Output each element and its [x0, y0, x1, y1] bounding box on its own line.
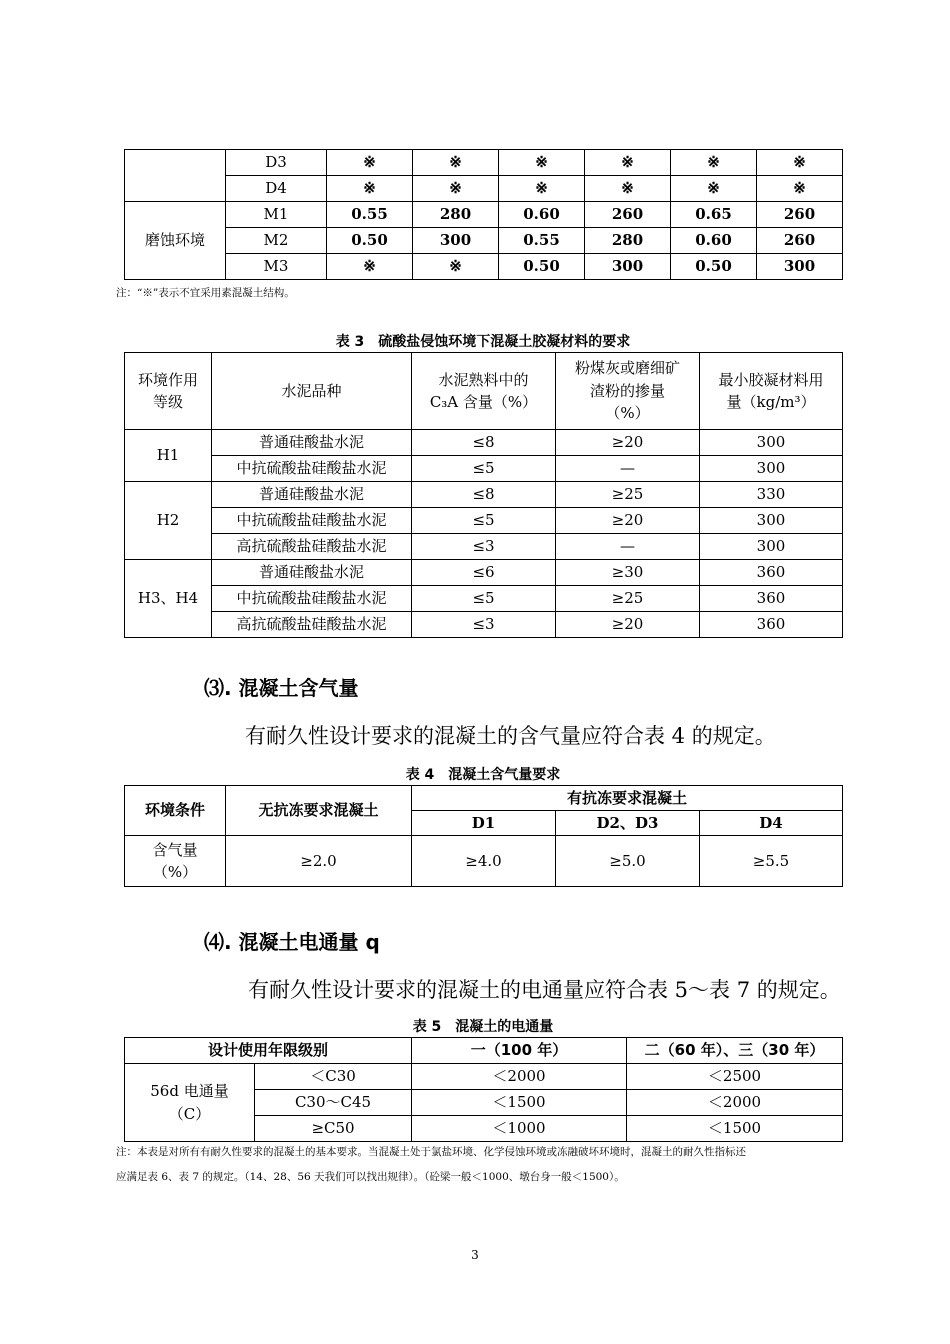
cell: 360 — [700, 586, 843, 612]
cell: ≤3 — [412, 534, 556, 560]
cell: 260 — [585, 202, 671, 228]
cell: 300 — [585, 254, 671, 280]
table3 — [124, 352, 843, 638]
cell: ≥25 — [556, 482, 700, 508]
table2-continuation — [124, 149, 843, 280]
cell: ※ — [327, 254, 413, 280]
cell: 300 — [700, 508, 843, 534]
cell: 0.50 — [327, 228, 413, 254]
cell: ≥5.0 — [556, 836, 700, 887]
cell: 中抗硫酸盐硅酸盐水泥 — [212, 586, 412, 612]
cell: 300 — [700, 456, 843, 482]
cell: 高抗硫酸盐硅酸盐水泥 — [212, 612, 412, 638]
cell: ＜2500 — [627, 1064, 843, 1090]
table5 — [124, 1037, 843, 1142]
cell: 高抗硫酸盐硅酸盐水泥 — [212, 534, 412, 560]
table5-note-line2: 应满足表 6、表 7 的规定。（14、28、56 天我们可以找出规律）。（砼梁一般＜1000、墩台身一般＜1500）。 — [116, 1171, 625, 1183]
cell: 0.55 — [327, 202, 413, 228]
row-label: D3 — [226, 150, 327, 176]
cell: C30～C45 — [255, 1090, 412, 1116]
row-label: M1 — [226, 202, 327, 228]
cell: ※ — [499, 176, 585, 202]
cell: ≥2.0 — [226, 836, 412, 887]
cell: 普通硅酸盐水泥 — [212, 430, 412, 456]
empty-group-cell — [125, 150, 226, 202]
group-label: H2 — [125, 482, 212, 560]
cell: ≤5 — [412, 456, 556, 482]
header-d4: D4 — [700, 811, 843, 836]
header-frost: 有抗冻要求混凝土 — [412, 786, 843, 811]
header-level: 设计使用年限级别 — [125, 1038, 412, 1064]
cell: 0.50 — [499, 254, 585, 280]
cell: 330 — [700, 482, 843, 508]
cell: 普通硅酸盐水泥 — [212, 482, 412, 508]
table4 — [124, 785, 843, 887]
row-group-label: 56d 电通量 （C） — [125, 1064, 255, 1142]
group-label: H3、H4 — [125, 560, 212, 638]
cell: ＜2000 — [627, 1090, 843, 1116]
header-d1: D1 — [412, 811, 556, 836]
cell: 0.60 — [671, 228, 757, 254]
section4-heading: ⑷. 混凝土电通量 q — [204, 930, 380, 954]
cell: ※ — [585, 150, 671, 176]
row-label: M3 — [226, 254, 327, 280]
cell: 260 — [757, 228, 843, 254]
header-min-binder: 最小胶凝材料用 量（kg/m³） — [700, 353, 843, 430]
cell: 360 — [700, 612, 843, 638]
table3-caption: 表 3 硫酸盐侵蚀环境下混凝土胶凝材料的要求 — [335, 334, 631, 350]
cell: ≥20 — [556, 430, 700, 456]
cell: ≥C50 — [255, 1116, 412, 1142]
group-label: 磨蚀环境 — [125, 202, 226, 280]
cell: ＜C30 — [255, 1064, 412, 1090]
table4-caption: 表 4 混凝土含气量要求 — [405, 767, 561, 783]
cell: — — [556, 456, 700, 482]
header-cement-type: 水泥品种 — [212, 353, 412, 430]
cell: ※ — [671, 176, 757, 202]
cell: ≥20 — [556, 612, 700, 638]
cell: 0.65 — [671, 202, 757, 228]
group-label: H1 — [125, 430, 212, 482]
cell: ≥5.5 — [700, 836, 843, 887]
header-60-30-years: 二（60 年）、三（30 年） — [627, 1038, 843, 1064]
cell: 0.55 — [499, 228, 585, 254]
section3-heading: ⑶. 混凝土含气量 — [204, 676, 359, 700]
cell: 300 — [413, 228, 499, 254]
cell: ※ — [671, 150, 757, 176]
cell: 中抗硫酸盐硅酸盐水泥 — [212, 508, 412, 534]
cell: 280 — [413, 202, 499, 228]
header-no-frost: 无抗冻要求混凝土 — [226, 786, 412, 836]
cell: ≤8 — [412, 430, 556, 456]
cell: ※ — [757, 176, 843, 202]
cell: ※ — [757, 150, 843, 176]
cell: ≤8 — [412, 482, 556, 508]
header-flyash: 粉煤灰或磨细矿 渣粉的掺量 （%） — [556, 353, 700, 430]
page-number: 3 — [471, 1248, 479, 1262]
cell: 260 — [757, 202, 843, 228]
header-d2-d3: D2、D3 — [556, 811, 700, 836]
cell: ≤5 — [412, 586, 556, 612]
cell: ≥30 — [556, 560, 700, 586]
cell: 中抗硫酸盐硅酸盐水泥 — [212, 456, 412, 482]
cell: 300 — [757, 254, 843, 280]
header-env-level: 环境作用 等级 — [125, 353, 212, 430]
cell: ＜1500 — [412, 1090, 627, 1116]
section4-text: 有耐久性设计要求的混凝土的电通量应符合表 5～表 7 的规定。 — [248, 978, 841, 1002]
cell: ※ — [499, 150, 585, 176]
row-label: D4 — [226, 176, 327, 202]
cell: ≥4.0 — [412, 836, 556, 887]
cell: 360 — [700, 560, 843, 586]
cell: ＜1500 — [627, 1116, 843, 1142]
cell: — — [556, 534, 700, 560]
cell: ※ — [327, 176, 413, 202]
row-label: M2 — [226, 228, 327, 254]
cell: ≥20 — [556, 508, 700, 534]
cell: 普通硅酸盐水泥 — [212, 560, 412, 586]
cell: ≤3 — [412, 612, 556, 638]
row-label: 含气量 （%） — [125, 836, 226, 887]
header-env: 环境条件 — [125, 786, 226, 836]
cell: ※ — [413, 176, 499, 202]
cell: ＜1000 — [412, 1116, 627, 1142]
section3-text: 有耐久性设计要求的混凝土的含气量应符合表 4 的规定。 — [245, 724, 776, 748]
cell: ≤5 — [412, 508, 556, 534]
cell: 0.60 — [499, 202, 585, 228]
cell: ※ — [585, 176, 671, 202]
cell: ≥25 — [556, 586, 700, 612]
cell: ＜2000 — [412, 1064, 627, 1090]
cell: 0.50 — [671, 254, 757, 280]
cell: ≤6 — [412, 560, 556, 586]
table5-note-line1: 注：本表是对所有有耐久性要求的混凝土的基本要求。当混凝土处于氯盐环境、化学侵蚀环境或冻融破坏环境时，混凝土的耐久性指标还 — [116, 1146, 746, 1158]
table2-note: 注：“※”表示不宜采用素混凝土结构。 — [116, 287, 295, 299]
header-c3a: 水泥熟料中的 C₃A 含量（%） — [412, 353, 556, 430]
cell: 300 — [700, 430, 843, 456]
cell: 300 — [700, 534, 843, 560]
cell: 280 — [585, 228, 671, 254]
cell: ※ — [413, 150, 499, 176]
cell: ※ — [413, 254, 499, 280]
table5-caption: 表 5 混凝土的电通量 — [412, 1019, 554, 1035]
cell: ※ — [327, 150, 413, 176]
header-100-years: 一（100 年） — [412, 1038, 627, 1064]
